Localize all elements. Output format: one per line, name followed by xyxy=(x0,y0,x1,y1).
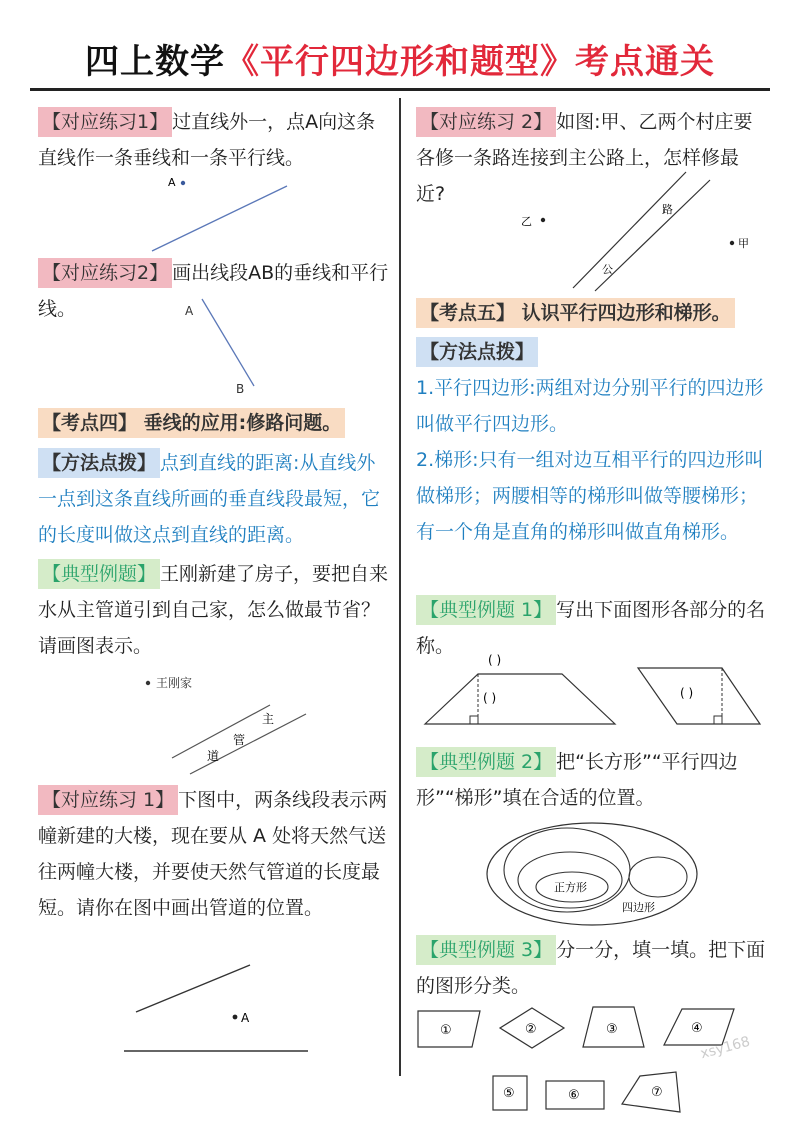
left-ex3-text: 下图中，两条线段表示两幢新建的大楼，现在要从 A 处将天然气送往两幢大楼，并要使天然气管道的长度最短。请你在图中画出管道的位置。 xyxy=(38,789,388,919)
home-label: 王刚家 xyxy=(156,676,193,690)
left-ex3-tag: 【对应练习 1】 xyxy=(38,785,178,815)
left-ex1-tag: 【对应练习1】 xyxy=(38,107,172,137)
parallelogram-shape xyxy=(638,668,760,724)
right-method-p1: 1.平行四边形:两组对边分别平行的四边形叫做平行四边形。 xyxy=(416,377,764,435)
column-divider xyxy=(399,98,401,1076)
shape-6-label: ⑥ xyxy=(568,1088,580,1103)
shape-2-label: ② xyxy=(525,1022,537,1037)
pipe-char-2: 管 xyxy=(233,733,246,747)
title-part1: 四上数学 xyxy=(85,42,225,82)
home-point xyxy=(146,681,150,685)
title-underline xyxy=(30,88,770,91)
road-char-lu: 路 xyxy=(662,203,673,216)
trapezoid-right-angle xyxy=(470,716,478,724)
village-yi-label: 乙 xyxy=(521,215,532,228)
village-jia-label: 甲 xyxy=(738,237,749,250)
trapezoid-shape xyxy=(425,674,615,724)
right-method xyxy=(416,334,768,550)
right-ex-c-text: 分一分，填一填。把下面的图形分类。 xyxy=(416,939,766,997)
shape-1-label: ① xyxy=(440,1023,452,1038)
parallelogram-blank: ( ) xyxy=(680,686,694,700)
right-ex-a-tag: 【典型例题 1】 xyxy=(416,595,556,625)
rectangle-ellipse xyxy=(518,852,622,908)
left-ex1 xyxy=(38,104,390,176)
trapezoid-mid-blank: ( ) xyxy=(483,691,497,705)
left-ex2-text: 画出线段AB的垂线和平行线。 xyxy=(38,262,389,320)
quad-label: 四边形 xyxy=(622,901,655,914)
pipe-char-3: 道 xyxy=(207,749,220,763)
left-k4-tag: 【考点四】 垂线的应用:修路问题。 xyxy=(38,408,345,438)
watermark: xsy168 xyxy=(698,1033,752,1063)
village-jia-point xyxy=(730,241,734,245)
left-ex1-point xyxy=(181,181,185,185)
right-method-tag: 【方法点拨】 xyxy=(416,337,538,367)
left-ex2-tag: 【对应练习2】 xyxy=(38,258,172,288)
trapezoid-top-blank: ( ) xyxy=(488,653,502,667)
shape-3-label: ③ xyxy=(606,1022,618,1037)
village-yi-point xyxy=(541,218,545,222)
title-part2: 《平行四边形和题型》考点通关 xyxy=(225,42,715,82)
right-method-p2: 2.梯形:只有一组对边互相平行的四边形叫做梯形；两腰相等的梯形叫做等腰梯形；有一个角是直角的梯形叫做直角梯形。 xyxy=(416,449,764,543)
right-ex1-text: 如图:甲、乙两个村庄要各修一条路连接到主公路上，怎样修最近? xyxy=(416,111,753,205)
right-ex1 xyxy=(416,104,768,212)
left-ex2 xyxy=(38,255,390,327)
left-ex1-text: 过直线外一，点A向这条直线作一条垂线和一条平行线。 xyxy=(38,111,376,169)
parallelogram-right-angle xyxy=(714,716,722,724)
left-method xyxy=(38,445,390,553)
shape-4-label: ④ xyxy=(691,1021,703,1036)
right-ex-a-text: 写出下面图形各部分的名称。 xyxy=(416,599,766,657)
right-ex-b-text: 把“长方形”“平行四边形”“梯形”填在合适的位置。 xyxy=(416,751,738,809)
right-ex-b-tag: 【典型例题 2】 xyxy=(416,747,556,777)
square-label: 正方形 xyxy=(554,881,587,894)
parallelogram-ellipse xyxy=(504,828,630,912)
right-k5-tag: 【考点五】 认识平行四边形和梯形。 xyxy=(416,298,735,328)
left-method-text: 点到直线的距离:从直线外一点到这条直线所画的垂直线段最短，它的长度叫做这点到直线的距离。 xyxy=(38,452,381,546)
point-a-label: A xyxy=(241,1011,250,1025)
building-line-1 xyxy=(136,965,250,1012)
right-ex-c-tag: 【典型例题 3】 xyxy=(416,935,556,965)
pipe-line-1 xyxy=(172,705,270,758)
road-char-gong: 公 xyxy=(602,263,613,276)
point-a xyxy=(233,1015,238,1020)
right-ex-c xyxy=(416,932,768,1004)
pipe-char-1: 主 xyxy=(262,712,275,726)
left-ex1-point-label: A xyxy=(168,176,176,189)
left-ex2-label-b: B xyxy=(236,382,245,396)
left-example xyxy=(38,556,390,664)
left-ex2-label-a: A xyxy=(185,304,194,318)
left-example-tag: 【典型例题】 xyxy=(38,559,160,589)
left-example-text: 王刚新建了房子，要把自来水从主管道引到自己家，怎么做最节省？请画图表示。 xyxy=(38,563,389,657)
right-k5 xyxy=(416,295,768,331)
left-method-tag: 【方法点拨】 xyxy=(38,448,160,478)
shape-7-label: ⑦ xyxy=(651,1085,663,1100)
left-ex1-line xyxy=(152,186,287,251)
shape-5-label: ⑤ xyxy=(503,1086,515,1101)
right-ex1-tag: 【对应练习 2】 xyxy=(416,107,556,137)
pipe-line-2 xyxy=(190,714,306,774)
page-title xyxy=(0,34,800,83)
trapezoid-ellipse xyxy=(629,857,687,897)
left-ex3 xyxy=(38,782,390,926)
left-k4 xyxy=(38,405,390,441)
right-ex-b xyxy=(416,744,768,816)
right-ex-a xyxy=(416,592,768,664)
